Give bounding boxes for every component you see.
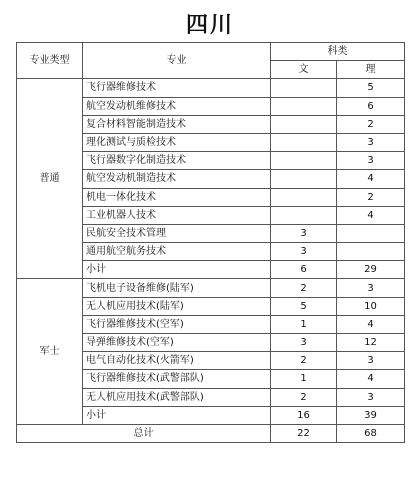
major-cell: 复合材料智能制造技术 [83,115,271,133]
li-cell: 4 [337,315,405,333]
major-cell: 无人机应用技术(武警部队) [83,388,271,406]
li-cell: 4 [337,370,405,388]
li-cell: 12 [337,334,405,352]
li-cell: 39 [337,406,405,424]
li-cell: 5 [337,79,405,97]
header-type: 专业类型 [17,43,83,79]
wen-cell [271,79,337,97]
li-cell: 3 [337,279,405,297]
wen-cell [271,133,337,151]
wen-cell: 2 [271,352,337,370]
wen-cell [271,115,337,133]
major-cell: 航空发动机维修技术 [83,97,271,115]
header-wen: 文 [271,61,337,79]
wen-cell: 16 [271,406,337,424]
total-li: 68 [337,424,405,442]
major-cell: 理化测试与质检技术 [83,133,271,151]
wen-cell: 2 [271,388,337,406]
major-type-cell: 普通 [17,79,83,279]
major-cell: 机电一体化技术 [83,188,271,206]
admission-plan-table [16,42,405,443]
li-cell: 29 [337,261,405,279]
table-row [17,279,405,297]
major-cell: 工业机器人技术 [83,206,271,224]
li-cell: 3 [337,133,405,151]
wen-cell: 1 [271,370,337,388]
wen-cell [271,152,337,170]
major-cell: 航空发动机制造技术 [83,170,271,188]
table-row [17,79,405,97]
li-cell: 10 [337,297,405,315]
header-li: 理 [337,61,405,79]
li-cell: 6 [337,97,405,115]
major-type-cell: 军士 [17,279,83,425]
wen-cell [271,188,337,206]
major-cell: 飞行器维修技术 [83,79,271,97]
wen-cell: 1 [271,315,337,333]
major-cell: 飞行器数字化制造技术 [83,152,271,170]
wen-cell: 3 [271,334,337,352]
wen-cell [271,170,337,188]
li-cell: 3 [337,352,405,370]
header-category: 科类 [271,43,405,61]
li-cell: 3 [337,388,405,406]
total-label: 总计 [17,424,271,442]
li-cell: 2 [337,188,405,206]
major-cell: 飞行器维修技术(武警部队) [83,370,271,388]
header-row [17,43,405,61]
wen-cell: 2 [271,279,337,297]
li-cell [337,243,405,261]
li-cell [337,224,405,242]
page-title: 四川 [185,13,234,38]
major-cell: 通用航空航务技术 [83,243,271,261]
li-cell: 3 [337,152,405,170]
major-cell: 导弹维修技术(空军) [83,334,271,352]
wen-cell [271,97,337,115]
li-cell: 4 [337,206,405,224]
li-cell: 2 [337,115,405,133]
li-cell: 4 [337,170,405,188]
major-cell: 小计 [83,406,271,424]
wen-cell: 3 [271,243,337,261]
header-major: 专业 [83,43,271,79]
major-cell: 小计 [83,261,271,279]
wen-cell [271,206,337,224]
wen-cell: 6 [271,261,337,279]
major-cell: 飞机电子设备维修(陆军) [83,279,271,297]
total-wen: 22 [271,424,337,442]
major-cell: 电气自动化技术(火箭军) [83,352,271,370]
major-cell: 无人机应用技术(陆军) [83,297,271,315]
major-cell: 飞行器维修技术(空军) [83,315,271,333]
wen-cell: 3 [271,224,337,242]
major-cell: 民航安全技术管理 [83,224,271,242]
wen-cell: 5 [271,297,337,315]
total-row [17,424,405,442]
